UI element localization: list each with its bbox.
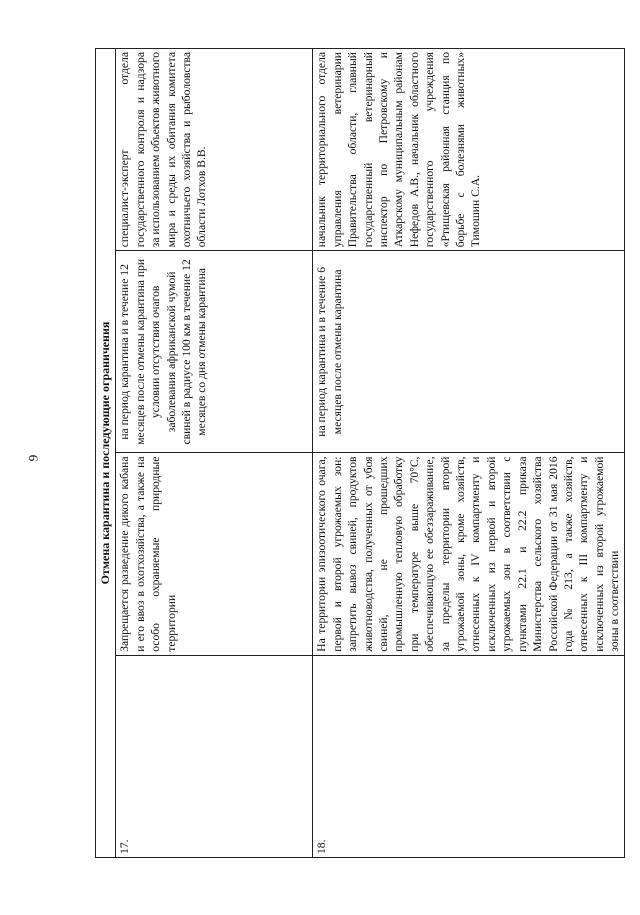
measure-cell: На территории эпизоотического очага, первой и второй угрожаемых зон: запретить вывоз свиней, продуктов животноводства, полученных от убоя свиней, не прошедших промышленную тепловую обработку при температуре выше 70°С, обеспечивающую ее обеззараживание, за пределы территории второй угрожаемой зоны, кроме хозяйств, отнесенных к IV компартменту и исключенных из первой и второй угрожаемых зон в соответствии с пунктами 22.1 и 22.2 приказа Министерства сельского хозяйства Российской Федерации от 31 мая 2016 года № 213, а также хозяйств, отнесенных к III компартменту и исключенных из второй угрожаемой зоны в соответствии bbox=[313, 453, 624, 655]
term-cell: на период карантина и в течение 12 месяцев после отмены карантина при условии отсутствия очагов заболевания африканской чумой свиней в радиусе 100 км в течение 12 месяцев со дня отмены карантина bbox=[116, 251, 313, 453]
table-row bbox=[116, 49, 313, 858]
measure-cell: Запрещается разведение дикого кабана и его ввоз в охотхозяйства, а также на особо охраняемые природные территории bbox=[116, 453, 313, 655]
measures-table bbox=[95, 48, 625, 858]
page-number: 9 bbox=[25, 454, 41, 462]
responsible-cell: специалист-эксперт отдела государственного контроля и надзора за использованием объектов животного мира и среды их обитания комитета охотничьего хозяйства и рыболовства области Лотхов В.В. bbox=[116, 49, 313, 251]
row-number: 17. bbox=[116, 655, 313, 857]
section-title: Отмена карантина и последующие ограничения bbox=[96, 49, 116, 858]
document-sheet bbox=[95, 48, 620, 858]
table-row bbox=[313, 49, 624, 858]
term-cell: на период карантина и в течение 6 месяцев после отмены карантина bbox=[313, 251, 624, 453]
section-header-row bbox=[96, 49, 116, 858]
row-number: 18. bbox=[313, 655, 624, 857]
responsible-cell: начальник территориального отдела управления ветеринарии Правительства области, главный государственный ветеринарный инспектор по Петровскому и Аткарскому муниципальным районам Нефедов А.В., начальник областного государственного учреждения «Ртищевская районная станция по борьбе с болезнями животных» Тимошин С.А. bbox=[313, 49, 624, 251]
